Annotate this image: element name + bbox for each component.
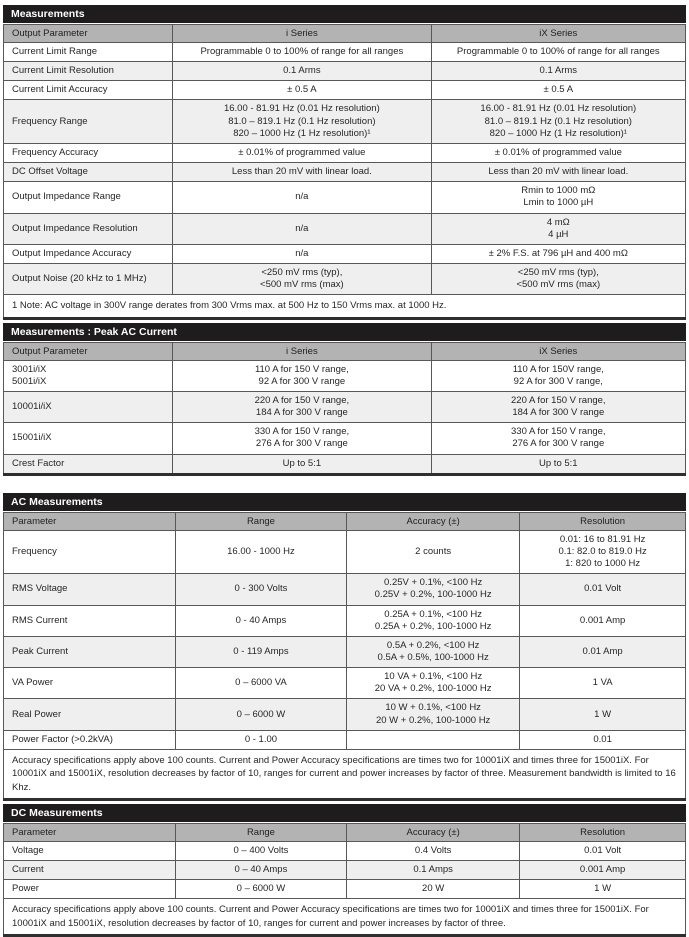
cell-line: 0 - 1.00 [244, 733, 278, 745]
cell-line: Up to 5:1 [282, 457, 322, 469]
value-cell [173, 264, 431, 295]
cell-line: 220 A for 150 V range, [511, 394, 606, 406]
value-cell [431, 81, 685, 100]
cell-line: 0.01 Volt [584, 844, 622, 856]
value-cell [520, 880, 686, 899]
spec-table [3, 512, 686, 801]
cell-line: 10001i/iX [12, 401, 52, 413]
value-cell [175, 880, 346, 899]
note-row [4, 749, 686, 799]
cell-line: 15001i/iX [12, 432, 52, 444]
cell-line: 81.0 – 819.1 Hz (0.1 Hz resolution) [484, 115, 632, 127]
cell-line: 0 - 300 Volts [234, 583, 288, 595]
value-cell [520, 530, 686, 573]
cell-line: Real Power [12, 708, 62, 720]
param-cell [4, 244, 173, 263]
header-row [4, 823, 686, 841]
cell-line: 92 A for 300 V range [258, 375, 346, 387]
param-cell [4, 454, 173, 474]
cell-line: n/a [295, 247, 309, 259]
table-row [4, 62, 686, 81]
cell-line: 110 A for 150V range, [512, 363, 604, 375]
param-cell [4, 360, 173, 391]
cell-line: ± 0.5 A [287, 84, 317, 96]
cell-line: Output Impedance Range [12, 191, 121, 203]
cell-line: 0.1: 82.0 to 819.0 Hz [558, 545, 647, 557]
cell-line: ± 0.5 A [543, 84, 574, 96]
cell-line: 184 A for 300 V range [255, 407, 348, 419]
cell-line: 92 A for 300 V range, [513, 375, 603, 387]
column-header: Range [175, 823, 346, 841]
table-row [4, 860, 686, 879]
cell-line: <250 mV rms (typ), [517, 267, 599, 279]
cell-line: 820 – 1000 Hz (1 Hz resolution)¹ [489, 127, 627, 139]
cell-line: 330 A for 150 V range, [511, 426, 606, 438]
value-cell [347, 730, 520, 749]
table-row [4, 668, 686, 699]
cell-line: 2 counts [415, 545, 452, 557]
cell-line: 0.4 Volts [414, 844, 452, 856]
cell-line: Programmable 0 to 100% of range for all ranges [456, 46, 660, 57]
header-row [4, 25, 686, 43]
cell-line: 16.00 - 81.91 Hz (0.01 Hz resolution) [223, 103, 380, 115]
cell-line: Programmable 0 to 100% of range for all ranges [200, 46, 404, 57]
cell-line: Lmin to 1000 µH [523, 197, 594, 209]
column-header: Accuracy (±) [347, 512, 520, 530]
cell-line: Current Limit Range [12, 46, 98, 57]
cell-line: 0.25A + 0.1%, <100 Hz [384, 608, 482, 620]
value-cell [431, 391, 685, 422]
value-cell [175, 605, 346, 636]
value-cell [173, 163, 431, 182]
table-row [4, 43, 686, 62]
column-header: i Series [173, 25, 431, 43]
table-row [4, 730, 686, 749]
value-cell [431, 360, 685, 391]
column-header: Resolution [520, 823, 686, 841]
cell-line: Frequency Range [12, 115, 88, 127]
value-cell [347, 841, 520, 860]
param-cell [4, 605, 176, 636]
value-cell [173, 423, 431, 454]
value-cell [175, 730, 346, 749]
value-cell [347, 668, 520, 699]
cell-line: 110 A for 150 V range, [254, 363, 349, 375]
value-cell [173, 244, 431, 263]
table-row [4, 880, 686, 899]
value-cell [347, 699, 520, 730]
section-title-bar: Measurements : Peak AC Current [3, 323, 686, 342]
value-cell [173, 454, 431, 474]
value-cell [175, 668, 346, 699]
value-cell [347, 605, 520, 636]
cell-line: 20 W [422, 883, 445, 895]
param-cell [4, 213, 173, 244]
cell-line: 3001i/iX [12, 363, 47, 375]
cell-line: 0.1 Arms [539, 65, 578, 77]
value-cell [347, 530, 520, 573]
column-header: Resolution [520, 512, 686, 530]
value-cell [431, 43, 685, 62]
cell-line: 0.25V + 0.2%, 100-1000 Hz [374, 589, 492, 601]
table-row [4, 360, 686, 391]
value-cell [175, 636, 346, 667]
param-cell [4, 636, 176, 667]
spec-table [3, 342, 686, 476]
column-header: Output Parameter [4, 25, 173, 43]
table-row [4, 244, 686, 263]
cell-line: 10 VA + 0.1%, <100 Hz [384, 671, 483, 683]
cell-line: 1 W [594, 708, 612, 720]
param-cell [4, 880, 176, 899]
cell-line: 0.5A + 0.2%, <100 Hz [386, 639, 480, 651]
cell-line: Frequency [12, 545, 57, 557]
cell-line: Peak Current [12, 645, 68, 657]
cell-line: RMS Current [12, 614, 68, 626]
value-cell [431, 62, 685, 81]
cell-line: 81.0 – 819.1 Hz (0.1 Hz resolution) [228, 115, 376, 127]
value-cell [173, 213, 431, 244]
cell-line: 0.25A + 0.2%, 100-1000 Hz [374, 620, 492, 632]
cell-line: <250 mV rms (typ), [261, 267, 343, 279]
column-header: i Series [173, 342, 431, 360]
cell-line: Crest Factor [12, 457, 65, 469]
cell-line: 0 – 40 Amps [234, 863, 288, 875]
section-title-bar: DC Measurements [3, 804, 686, 823]
cell-line: Output Impedance Accuracy [12, 247, 132, 259]
param-cell [4, 81, 173, 100]
column-header: Output Parameter [4, 342, 173, 360]
cell-line: 0.01 Volt [584, 583, 622, 595]
cell-line: Frequency Accuracy [12, 146, 99, 158]
cell-line: 20 W + 0.2%, 100-1000 Hz [375, 714, 491, 726]
param-cell [4, 730, 176, 749]
column-header: Range [175, 512, 346, 530]
cell-line: 220 A for 150 V range, [254, 394, 350, 406]
header-row [4, 342, 686, 360]
value-cell [173, 43, 431, 62]
column-header: Parameter [4, 823, 176, 841]
value-cell [431, 264, 685, 295]
cell-line: 0.01 [593, 733, 612, 745]
cell-line: 0.001 Amp [579, 614, 626, 626]
cell-line: Power [12, 883, 39, 895]
cell-line: 4 mΩ [546, 216, 570, 228]
table-row [4, 143, 686, 162]
cell-line: 0.25V + 0.1%, <100 Hz [384, 577, 483, 589]
cell-line: 0.01: 16 to 81.91 Hz [559, 533, 646, 545]
param-cell [4, 182, 173, 213]
cell-line: RMS Voltage [12, 583, 68, 595]
table-row [4, 699, 686, 730]
param-cell [4, 530, 176, 573]
value-cell [431, 423, 685, 454]
value-cell [173, 100, 431, 143]
cell-line: Rmin to 1000 mΩ [521, 185, 596, 197]
value-cell [520, 636, 686, 667]
cell-line: <500 mV rms (max) [516, 279, 601, 291]
spec-section [3, 493, 686, 801]
value-cell [347, 636, 520, 667]
cell-line: 0 - 119 Amps [233, 645, 289, 657]
cell-line: ± 2% F.S. at 796 µH and 400 mΩ [488, 247, 628, 259]
value-cell [520, 841, 686, 860]
value-cell [175, 860, 346, 879]
param-cell [4, 574, 176, 605]
cell-line: n/a [295, 222, 309, 234]
value-cell [520, 605, 686, 636]
table-row [4, 605, 686, 636]
table-note: Accuracy specifications apply above 100 counts. Current and Power Accuracy specifications are times two for 10001iX and times three for 15001iX. For 10001iX and 15001iX, resolution decreases by factor of 10, ranges for current and power increases by factor of three. Measurement bandwidth is limited to 16 Khz. [4, 749, 686, 799]
cell-line: 4 µH [548, 228, 569, 240]
cell-line: 276 A for 300 V range [255, 438, 348, 450]
cell-line: Power Factor (>0.2kVA) [12, 733, 113, 745]
cell-line: 0.1 Amps [413, 863, 453, 875]
value-cell [431, 163, 685, 182]
cell-line: 1 W [594, 883, 612, 895]
cell-line: Output Impedance Resolution [12, 222, 138, 234]
param-cell [4, 264, 173, 295]
column-header: Accuracy (±) [347, 823, 520, 841]
table-row [4, 182, 686, 213]
table-row [4, 264, 686, 295]
cell-line: 0.001 Amp [579, 863, 626, 875]
value-cell [347, 860, 520, 879]
value-cell [347, 880, 520, 899]
value-cell [173, 62, 431, 81]
param-cell [4, 62, 173, 81]
spec-section [3, 804, 686, 937]
spec-section [3, 323, 686, 476]
param-cell [4, 699, 176, 730]
value-cell [173, 81, 431, 100]
cell-line: 0 – 6000 W [236, 708, 286, 720]
cell-line: Less than 20 mV with linear load. [488, 166, 629, 178]
table-row [4, 213, 686, 244]
cell-line: Output Noise (20 kHz to 1 MHz) [12, 273, 147, 285]
param-cell [4, 43, 173, 62]
header-row [4, 512, 686, 530]
value-cell [431, 244, 685, 263]
cell-line: Current Limit Accuracy [12, 84, 108, 96]
value-cell [520, 730, 686, 749]
cell-line: 16.00 - 81.91 Hz (0.01 Hz resolution) [480, 103, 637, 115]
table-note: Accuracy specifications apply above 100 counts. Current and Power Accuracy specifications are times two for 10001iX and times three for 15001iX. For 10001iX and 15001iX, resolution decreases by factor of 10, ranges for current and power increases by factor of three. [4, 899, 686, 936]
table-row [4, 636, 686, 667]
cell-line: 276 A for 300 V range [512, 438, 605, 450]
table-row [4, 423, 686, 454]
cell-line: 5001i/iX [12, 375, 47, 387]
table-row [4, 841, 686, 860]
cell-line: n/a [295, 191, 309, 203]
table-row [4, 530, 686, 573]
cell-line: 20 VA + 0.2%, 100-1000 Hz [374, 683, 492, 695]
cell-line: Current [12, 863, 44, 875]
spec-document [3, 5, 686, 937]
cell-line: 1: 820 to 1000 Hz [565, 558, 641, 570]
param-cell [4, 163, 173, 182]
cell-line: 0.01 Amp [582, 645, 623, 657]
cell-line: VA Power [12, 677, 54, 689]
cell-line: Up to 5:1 [539, 457, 578, 469]
value-cell [347, 574, 520, 605]
note-row [4, 295, 686, 318]
value-cell [431, 182, 685, 213]
table-row [4, 163, 686, 182]
cell-line: 10 W + 0.1%, <100 Hz [385, 702, 481, 714]
value-cell [175, 841, 346, 860]
value-cell [431, 454, 685, 474]
param-cell [4, 860, 176, 879]
value-cell [431, 100, 685, 143]
table-row [4, 391, 686, 422]
value-cell [173, 391, 431, 422]
value-cell [173, 143, 431, 162]
param-cell [4, 100, 173, 143]
column-header: iX Series [431, 25, 685, 43]
value-cell [520, 860, 686, 879]
table-row [4, 100, 686, 143]
cell-line: 0.1 Arms [283, 65, 321, 77]
spec-table [3, 24, 686, 320]
cell-line: 184 A for 300 V range [512, 407, 605, 419]
value-cell [520, 574, 686, 605]
value-cell [173, 360, 431, 391]
spec-section [3, 5, 686, 320]
section-title-bar: AC Measurements [3, 493, 686, 512]
cell-line: 0.5A + 0.5%, 100-1000 Hz [377, 651, 489, 663]
cell-line: 1 VA [592, 677, 613, 689]
cell-line: 16.00 - 1000 Hz [227, 545, 295, 557]
section-title-bar: Measurements [3, 5, 686, 24]
table-row [4, 454, 686, 474]
value-cell [431, 213, 685, 244]
note-row [4, 899, 686, 936]
param-cell [4, 841, 176, 860]
cell-line: Less than 20 mV with linear load. [231, 166, 372, 178]
cell-line: Voltage [12, 844, 44, 856]
cell-line: 0 – 6000 VA [235, 677, 287, 689]
value-cell [173, 182, 431, 213]
value-cell [175, 530, 346, 573]
cell-line: 820 – 1000 Hz (1 Hz resolution)¹ [233, 127, 371, 139]
cell-line: Current Limit Resolution [12, 65, 114, 77]
value-cell [520, 699, 686, 730]
value-cell [431, 143, 685, 162]
table-row [4, 81, 686, 100]
param-cell [4, 391, 173, 422]
cell-line: ± 0.01% of programmed value [238, 146, 366, 158]
value-cell [175, 574, 346, 605]
cell-line: DC Offset Voltage [12, 166, 88, 178]
cell-line: <500 mV rms (max) [260, 279, 344, 291]
cell-line: ± 0.01% of programmed value [494, 146, 622, 158]
table-note: 1 Note: AC voltage in 300V range derates from 300 Vrms max. at 500 Hz to 150 Vrms max. at 1000 Hz. [4, 295, 686, 318]
spec-table [3, 823, 686, 937]
param-cell [4, 423, 173, 454]
value-cell [175, 699, 346, 730]
cell-line: 0 - 40 Amps [235, 614, 287, 626]
value-cell [520, 668, 686, 699]
table-row [4, 574, 686, 605]
column-header: iX Series [431, 342, 685, 360]
param-cell [4, 668, 176, 699]
cell-line: 0 – 400 Volts [233, 844, 289, 856]
cell-line: 0 – 6000 W [236, 883, 286, 895]
param-cell [4, 143, 173, 162]
cell-line: 330 A for 150 V range, [254, 426, 350, 438]
column-header: Parameter [4, 512, 176, 530]
